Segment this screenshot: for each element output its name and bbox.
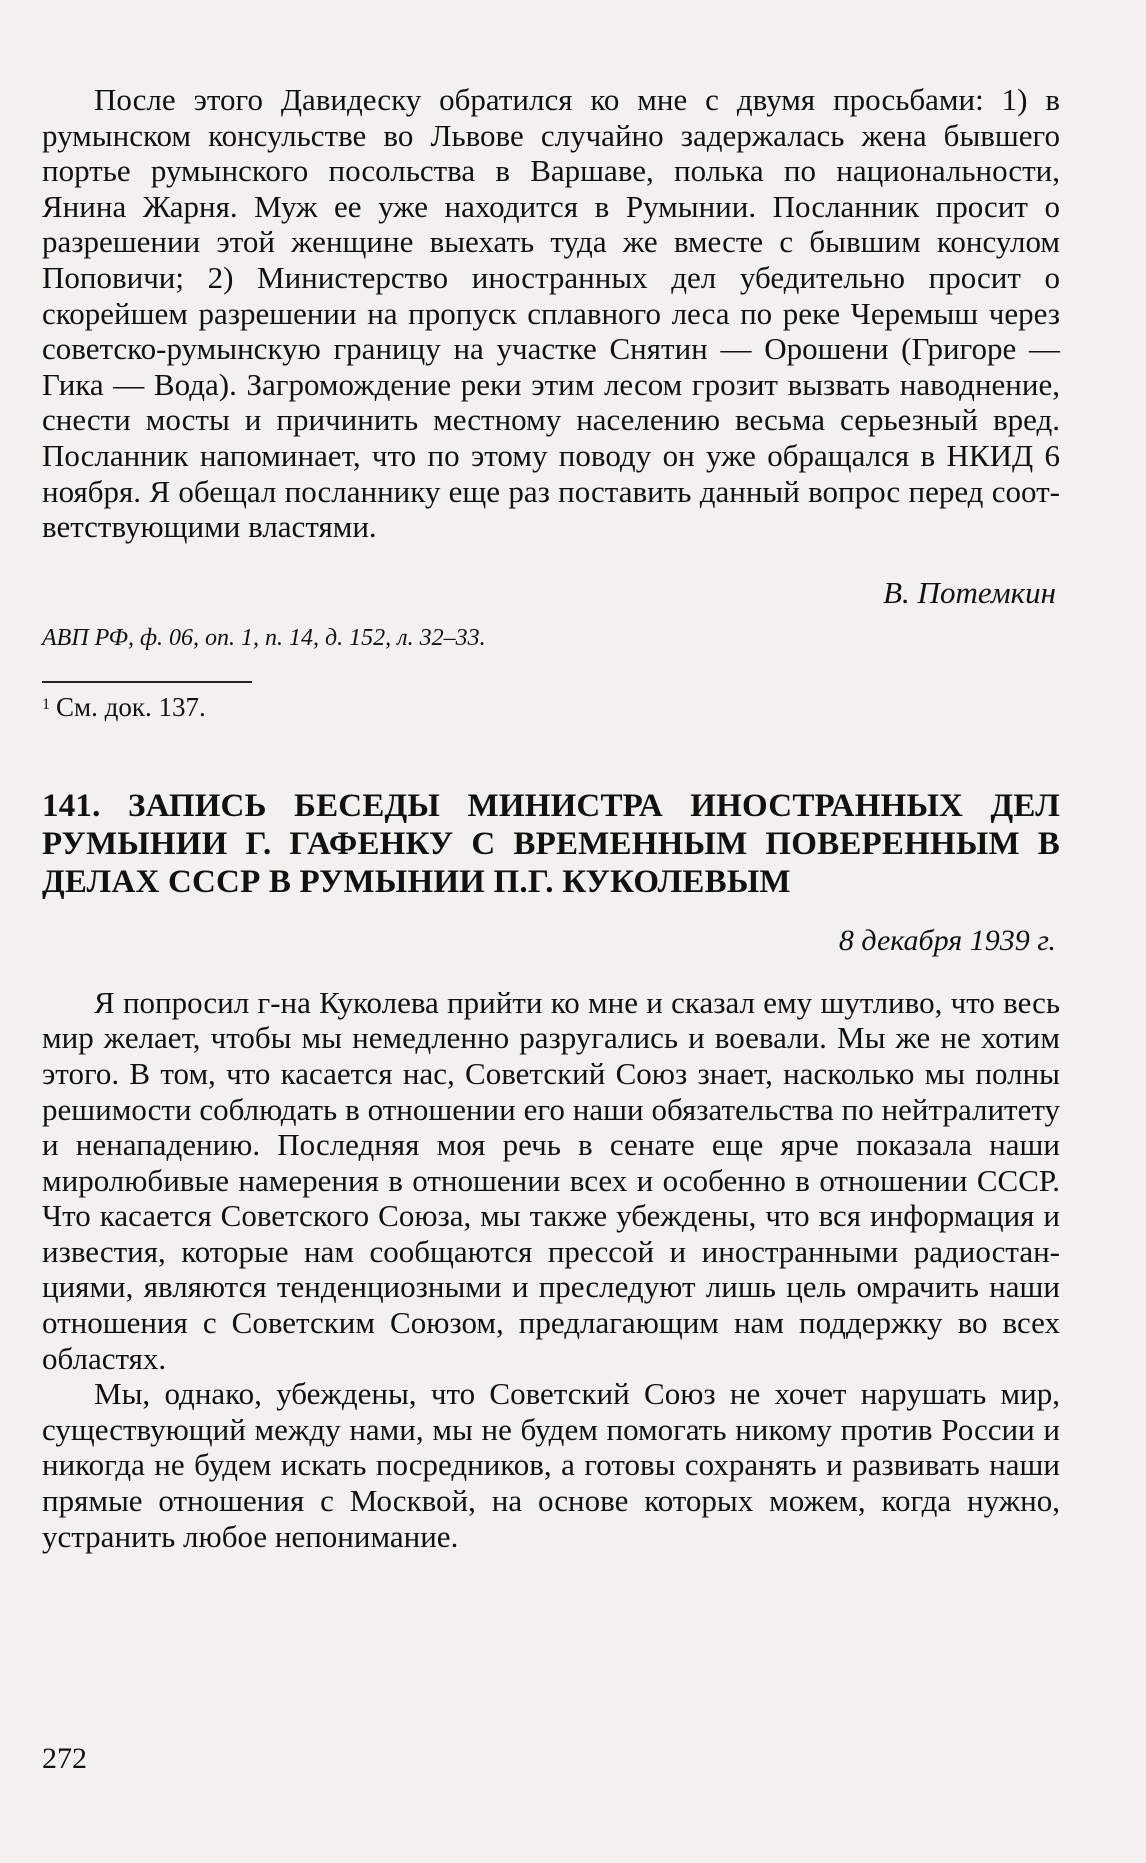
footnote <box>42 689 1060 723</box>
spacer <box>42 959 1060 985</box>
footnote-divider <box>42 681 252 683</box>
archive-reference: АВП РФ, ф. 06, оп. 1, п. 14, д. 152, л. 32–33. <box>42 624 486 651</box>
page-content <box>42 82 1060 1554</box>
signature: В. Потемкин <box>883 574 1056 610</box>
previous-document-paragraph: После этого Давидеску обратился ко мне с двумя просьбами: 1) в румынском консульстве во Львове случайно задержалась жена бывшего портье румынского посольства в Варшаве, полька по национальности, Янина Жарня. Муж ее уже находится в Румынии. Посланник просит о разрешении этой женщине выехать туда же вместе с бывшим консулом Поповичи; 2) Министерство иностранных дел убедительно просит о скорейшем разрешении на пропуск сплавного леса по реке Черемыш через советско-румынскую границу на участке Снятин — Орошени (Григоре — Гика — Вода). Загромождение реки этим лесом грозит вызвать наводнение, снести мосты и причинить местному населению весьма серьезный вред. Посланник напоминает, что по этому поводу он уже обращался в НКИД 6 ноября. Я обещал посланнику еще раз поставить данный вопрос перед соответствующими властями. <box>42 82 1060 545</box>
document-date: 8 декабря 1939 г. <box>838 923 1056 957</box>
document-title: 141. ЗАПИСЬ БЕСЕДЫ МИНИСТРА ИНОСТРАННЫХ ДЕЛ РУМЫНИИ Г. ГАФЕНКУ С ВРЕМЕННЫМ ПОВЕРЕННЫМ В ДЕЛАХ СССР В РУМЫНИИ П.Г. КУКОЛЕВЫМ <box>42 787 1060 900</box>
page-number: 272 <box>42 1742 87 1775</box>
document-paragraph: Мы, однако, убеждены, что Советский Союз не хочет нарушать мир, существующий между нами, мы не будем помогать никому против России и никогда не будем искать посредников, а готовы сохранять и развивать наши прямые отношения с Москвой, на основе которых можем, когда нужно, устранить любое непонимание. <box>42 1376 1060 1554</box>
document-paragraph: Я попросил г-на Куколева прийти ко мне и сказал ему шутливо, что весь мир желает, чтобы мы немедленно разругались и воевали. Мы же не хотим этого. В том, что касается нас, Советский Союз знает, насколько мы полны решимости соблюдать в отношении его наши обязательства по нейтралитету и ненападению. Последняя моя речь в сенате еще ярче показала наши миролюбивые намерения в отношении всех и особенно в отношении СССР. Что касается Советского Союза, мы также убеждены, что вся информация и известия, которые нам сообщаются прессой и иностранными радиостанциями, являются тенденциозными и преследуют лишь цель омрачить наши отношения с Советским Союзом, предлагающим нам поддержку во всех областях. <box>42 984 1060 1376</box>
footnote-text: См. док. 137. <box>56 691 206 722</box>
footnote-marker: 1 <box>42 695 50 713</box>
